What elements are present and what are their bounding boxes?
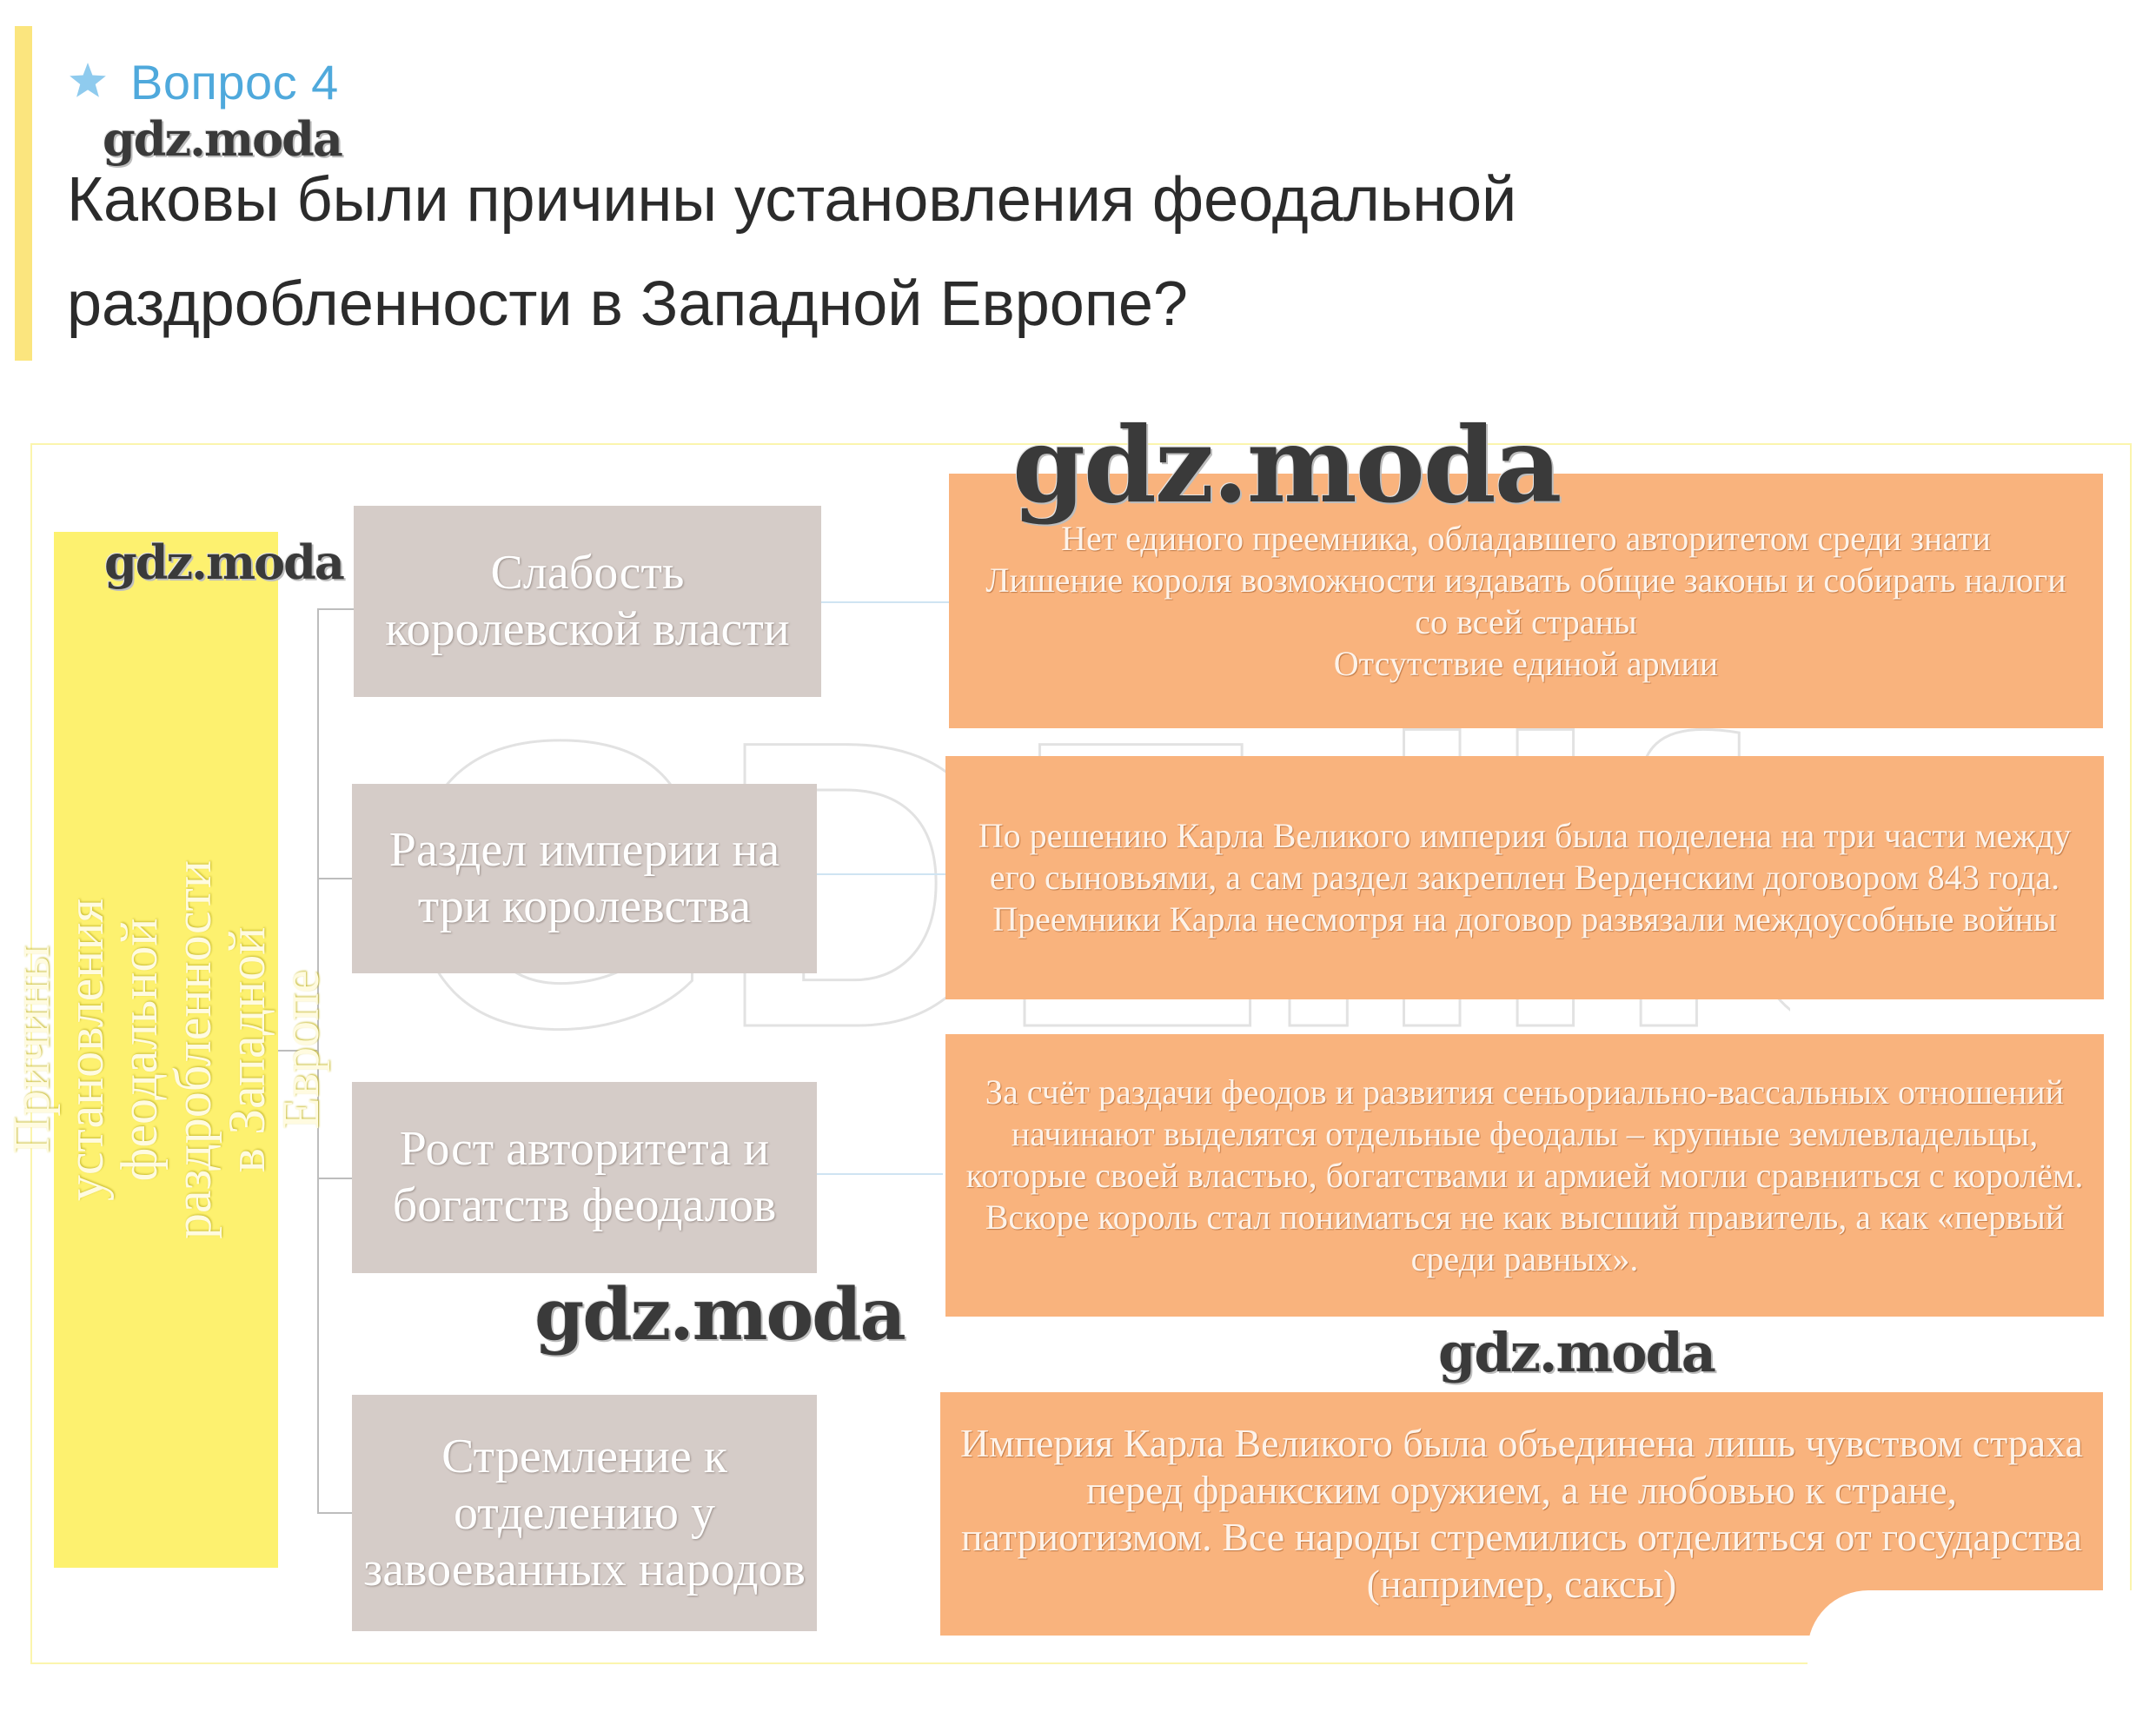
question-label: Вопрос 4 — [130, 55, 339, 109]
detail-box-3: За счёт раздачи феодов и развития сеньориально-вассальных отношений начинают выделятся отдельные феодалы – крупные землевладельцы, которые своей властью, богатствами и армией могли сравниться с королём. Вскоре король стал пониматься не как высший правитель, а как «первый среди равных». — [945, 1034, 2104, 1317]
watermark-gdz: gdz.moda — [1438, 1321, 1715, 1384]
guide-line-3 — [817, 1173, 943, 1175]
connector-cause-4 — [317, 1512, 352, 1514]
question-text: Каковы были причины установления феодальной раздробленности в Западной Европе? — [67, 165, 1517, 339]
cause-box-3: Рост авторитета и богатств феодалов — [352, 1082, 817, 1273]
watermark-gdz: gdz.moda — [103, 111, 342, 167]
cause-box-4: Стремление к отделению у завоеванных народов — [352, 1395, 817, 1631]
detail-box-2: По решению Карла Великого империя была поделена на три части между его сыновьями, а сам раздел закреплен Верденским договором 843 года. Преемники Карла несмотря на договор развязали междоусобные войны — [945, 756, 2104, 999]
accent-bar — [15, 26, 32, 361]
guide-line-2 — [817, 873, 947, 875]
connector-cause-1 — [317, 608, 354, 610]
detail-box-1: Нет единого преемника, обладавшего авторитетом среди знати Лишение короля возможности издавать общие законы и собирать налоги со всей страны Отсутствие единой армии — [949, 474, 2103, 728]
main-topic-box — [3, 532, 329, 1568]
watermark-gdz: gdz.moda — [104, 534, 343, 590]
main-topic-text: Причины установления феодальной раздробленности в Западной Европе — [3, 859, 329, 1240]
cause-box-2: Раздел империи на три королевства — [352, 784, 817, 973]
guide-line-1 — [821, 601, 952, 603]
star-icon — [66, 59, 109, 103]
watermark-gdz: gdz.moda — [534, 1273, 905, 1357]
cause-box-1: Слабость королевской власти — [354, 506, 821, 697]
watermark-gdz: gdz.moda — [1012, 404, 1561, 527]
corner-mask — [1808, 1590, 2156, 1712]
detail-box-4: Империя Карла Великого была объединена лишь чувством страха перед франкским оружием, а не любовью к стране, патриотизмом. Все народы стремились отделиться от государства (например, саксы) — [940, 1392, 2103, 1636]
